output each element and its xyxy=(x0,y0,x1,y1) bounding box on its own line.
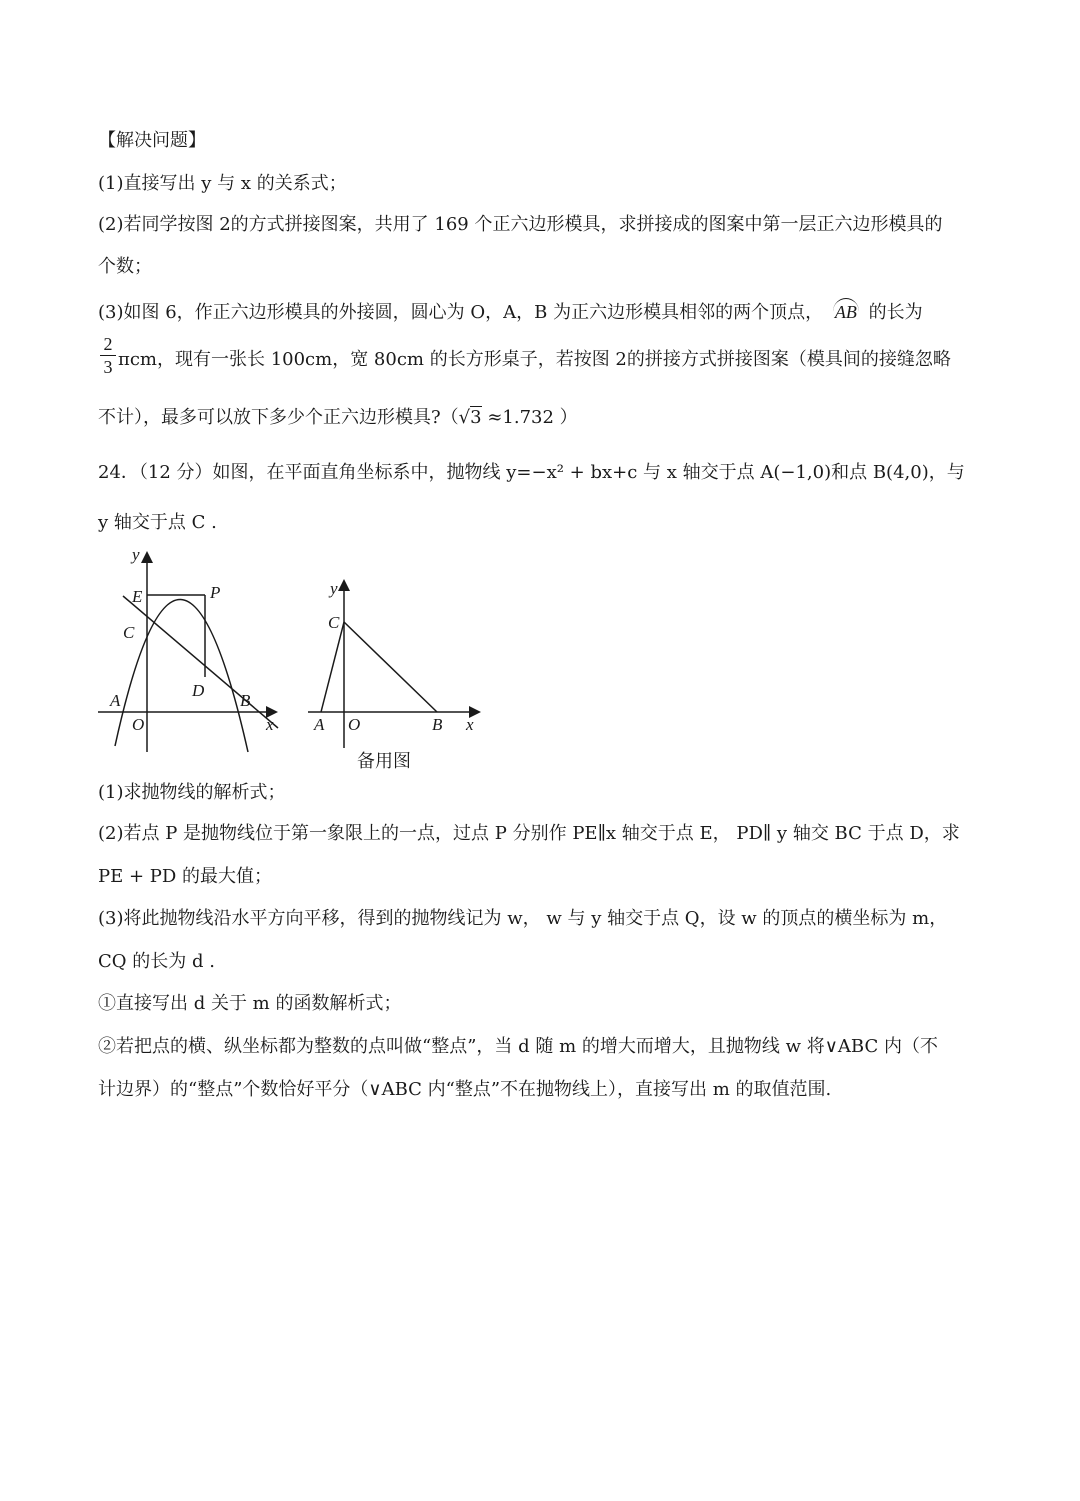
sub-question-3-ii-line-2: 计边界）的“整点”个数恰好平分（∨ABC 内“整点”不在抛物线上），直接写出 m 的取值范围. xyxy=(98,1079,832,1100)
problem-24-line-1: 24．（12 分）如图，在平面直角坐标系中，抛物线 y=−x² + bx+c 与 x 轴交于点 A(−1,0)和点 B(4,0)，与 xyxy=(98,462,965,483)
label-p: P xyxy=(210,583,221,602)
question-3-line-1 xyxy=(98,298,923,326)
label-x: x xyxy=(266,715,274,734)
fraction-two-thirds xyxy=(98,334,118,377)
question-3-line-3 xyxy=(98,405,578,431)
figure-spare xyxy=(300,570,490,780)
label-o: O xyxy=(132,715,145,734)
section-heading: 【解决问题】 xyxy=(98,130,206,151)
label-x: x xyxy=(466,715,474,734)
question-3-line-3-text: 不计），最多可以放下多少个正六边形模具?（ xyxy=(98,407,459,428)
label-d: D xyxy=(192,681,205,700)
fraction-numerator: 2 xyxy=(103,334,113,354)
label-e: E xyxy=(132,587,143,606)
caption-spare: 备用图 xyxy=(357,751,411,772)
question-3-text: (3)如图 6，作正六边形模具的外接圆，圆心为 O，A，B 为正六边形模具相邻的两个顶点， xyxy=(98,302,824,323)
fraction-denominator: 3 xyxy=(103,357,113,377)
label-b: B xyxy=(240,691,251,710)
sub-question-2-line-2: PE + PD 的最大值； xyxy=(98,866,273,887)
label-b: B xyxy=(432,715,443,734)
question-3-text-end: 的长为 xyxy=(868,302,923,323)
label-c: C xyxy=(123,623,135,642)
sub-question-3-line-2: CQ 的长为 d . xyxy=(98,951,215,972)
label-y: y xyxy=(330,579,338,598)
label-a: A xyxy=(110,691,121,710)
label-c: C xyxy=(328,613,340,632)
sqrt-icon: √ xyxy=(458,407,471,428)
sub-question-3-line-1: (3)将此抛物线沿水平方向平移，得到的抛物线记为 w， w 与 y 轴交于点 Q，设 w 的顶点的横坐标为 m， xyxy=(98,908,948,929)
question-3-line-2: πcm，现有一张长 100cm，宽 80cm 的长方形桌子，若按图 2的拼接方式拼接图案（模具间的接缝忽略 xyxy=(118,349,951,370)
sub-question-3-i: ①直接写出 d 关于 m 的函数解析式； xyxy=(98,993,402,1014)
question-3-line-3-end: ≈1.732 ） xyxy=(487,407,578,428)
segment-ac xyxy=(321,622,344,712)
question-1: (1)直接写出 y 与 x 的关系式； xyxy=(98,173,347,194)
sub-question-2-line-1: (2)若点 P 是抛物线位于第一象限上的一点，过点 P 分别作 PE∥x 轴交于点 E， PD∥ y 轴交 BC 于点 D，求 xyxy=(98,823,960,844)
question-2-line-2: 个数； xyxy=(98,256,152,277)
label-y: y xyxy=(132,545,140,564)
arc-ab-label: AB xyxy=(833,298,859,325)
label-o: O xyxy=(348,715,361,734)
segment-cb xyxy=(344,622,437,712)
figure-parabola xyxy=(90,540,290,755)
problem-24-line-2: y 轴交于点 C . xyxy=(98,512,217,533)
question-2-line-1: (2)若同学按图 2的方式拼接图案，共用了 169 个正六边形模具，求拼接成的图案中第一层正六边形模具的 xyxy=(98,214,943,235)
sub-question-1: (1)求抛物线的解析式； xyxy=(98,782,286,803)
sub-question-3-ii-line-1: ②若把点的横、纵坐标都为整数的点叫做“整点”，当 d 随 m 的增大而增大，且抛物线 w 将∨ABC 内（不 xyxy=(98,1036,938,1057)
label-a: A xyxy=(314,715,325,734)
sqrt-radicand: 3 xyxy=(470,407,482,428)
